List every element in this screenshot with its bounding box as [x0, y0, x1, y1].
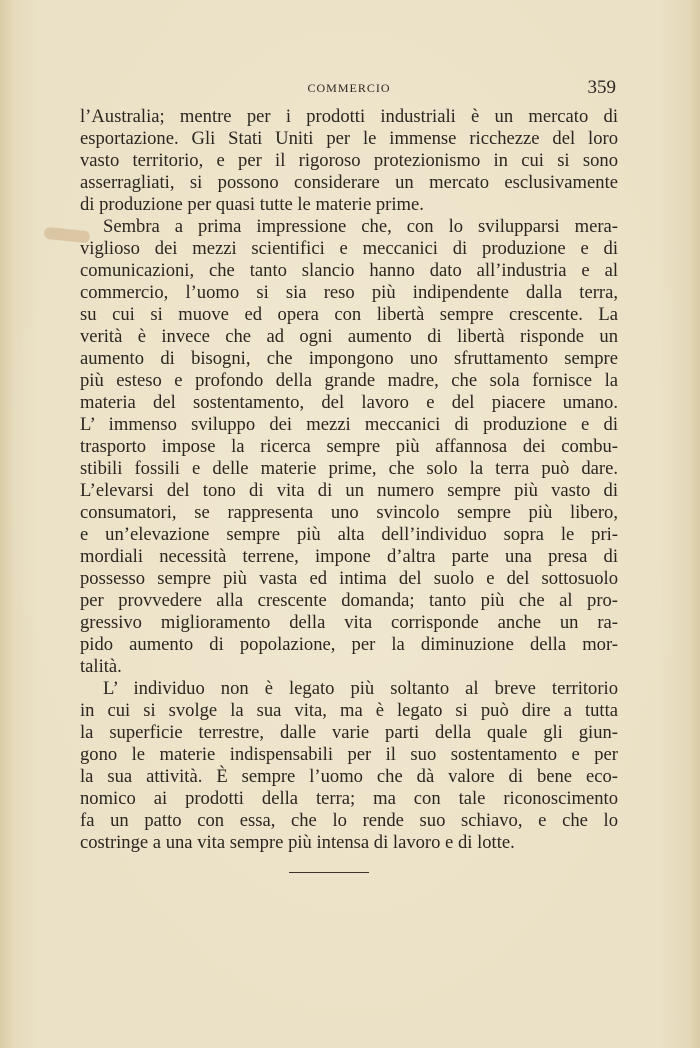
text-line: L’ immenso sviluppo dei mezzi meccanici di produzione e di: [80, 414, 618, 435]
paragraph-start-line: L’ individuo non è legato più soltanto al breve territorio: [103, 678, 618, 699]
text-line: verità è invece che ad ogni aumento di libertà risponde un: [80, 326, 618, 347]
paragraph-start-line: Sembra a prima impressione che, con lo svilupparsi mera-: [103, 216, 618, 237]
text-line: per provvedere alla crescente domanda; tanto più che al pro-: [80, 590, 618, 611]
text-line: la superficie terrestre, dalle varie parti della quale gli giun-: [80, 722, 618, 743]
text-line: comunicazioni, che tanto slancio hanno dato all’industria e al: [80, 260, 618, 281]
text-line: costringe a una vita sempre più intensa di lavoro e di lotte.: [80, 832, 515, 853]
text-line: pido aumento di popolazione, per la diminuzione della mor-: [80, 634, 618, 655]
text-line: consumatori, se rappresenta uno svincolo sempre più libero,: [80, 502, 618, 523]
text-line: e un’elevazione sempre più alta dell’individuo sopra le pri-: [80, 524, 618, 545]
text-line: più esteso e profondo della grande madre, che sola fornisce la: [80, 370, 618, 391]
text-line: viglioso dei mezzi scientifici e meccanici di produzione e di: [80, 238, 618, 259]
text-line: vasto territorio, e per il rigoroso protezionismo in cui si sono: [80, 150, 618, 171]
running-title: COMMERCIO: [307, 81, 391, 95]
text-line: in cui si svolge la sua vita, ma è legato si può dire a tutta: [80, 700, 618, 721]
body-text: [80, 106, 618, 854]
text-line: talità.: [80, 656, 122, 677]
text-line: possesso sempre più vasta ed intima del suolo e del sottosuolo: [80, 568, 618, 589]
text-line: asserragliati, si possono considerare un mercato esclusivamente: [80, 172, 618, 193]
running-head: [80, 79, 618, 99]
text-line: stibili fossili e delle materie prime, che solo la terra può dare.: [80, 458, 618, 479]
page-number: 359: [587, 77, 616, 98]
text-line: nomico ai prodotti della terra; ma con tale riconoscimento: [80, 788, 618, 809]
text-line: materia del sostentamento, del lavoro e del piacere umano.: [80, 392, 618, 413]
text-line: fa un patto con essa, che lo rende suo schiavo, e che lo: [80, 810, 618, 831]
text-line: di produzione per quasi tutte le materie prime.: [80, 194, 424, 215]
text-line: aumento di bisogni, che impongono uno sfruttamento sempre: [80, 348, 618, 369]
text-line: mordiali necessità terrene, impone d’altra parte una presa di: [80, 546, 618, 567]
text-line: gressivo miglioramento della vita corrisponde anche un ra-: [80, 612, 618, 633]
text-line: gono le materie indispensabili per il suo sostentamento e per: [80, 744, 618, 765]
text-line: la sua attività. È sempre l’uomo che dà valore di bene eco-: [80, 766, 618, 787]
text-line: commercio, l’uomo si sia reso più indipendente dalla terra,: [80, 282, 618, 303]
text-line: trasporto impose la ricerca sempre più affannosa dei combu-: [80, 436, 618, 457]
end-of-section-rule: [289, 872, 369, 873]
text-line: esportazione. Gli Stati Uniti per le immense ricchezze del loro: [80, 128, 618, 149]
text-line: l’Australia; mentre per i prodotti industriali è un mercato di: [80, 106, 618, 127]
text-line: L’elevarsi del tono di vita di un numero sempre più vasto di: [80, 480, 618, 501]
text-line: su cui si muove ed opera con libertà sempre crescente. La: [80, 304, 618, 325]
